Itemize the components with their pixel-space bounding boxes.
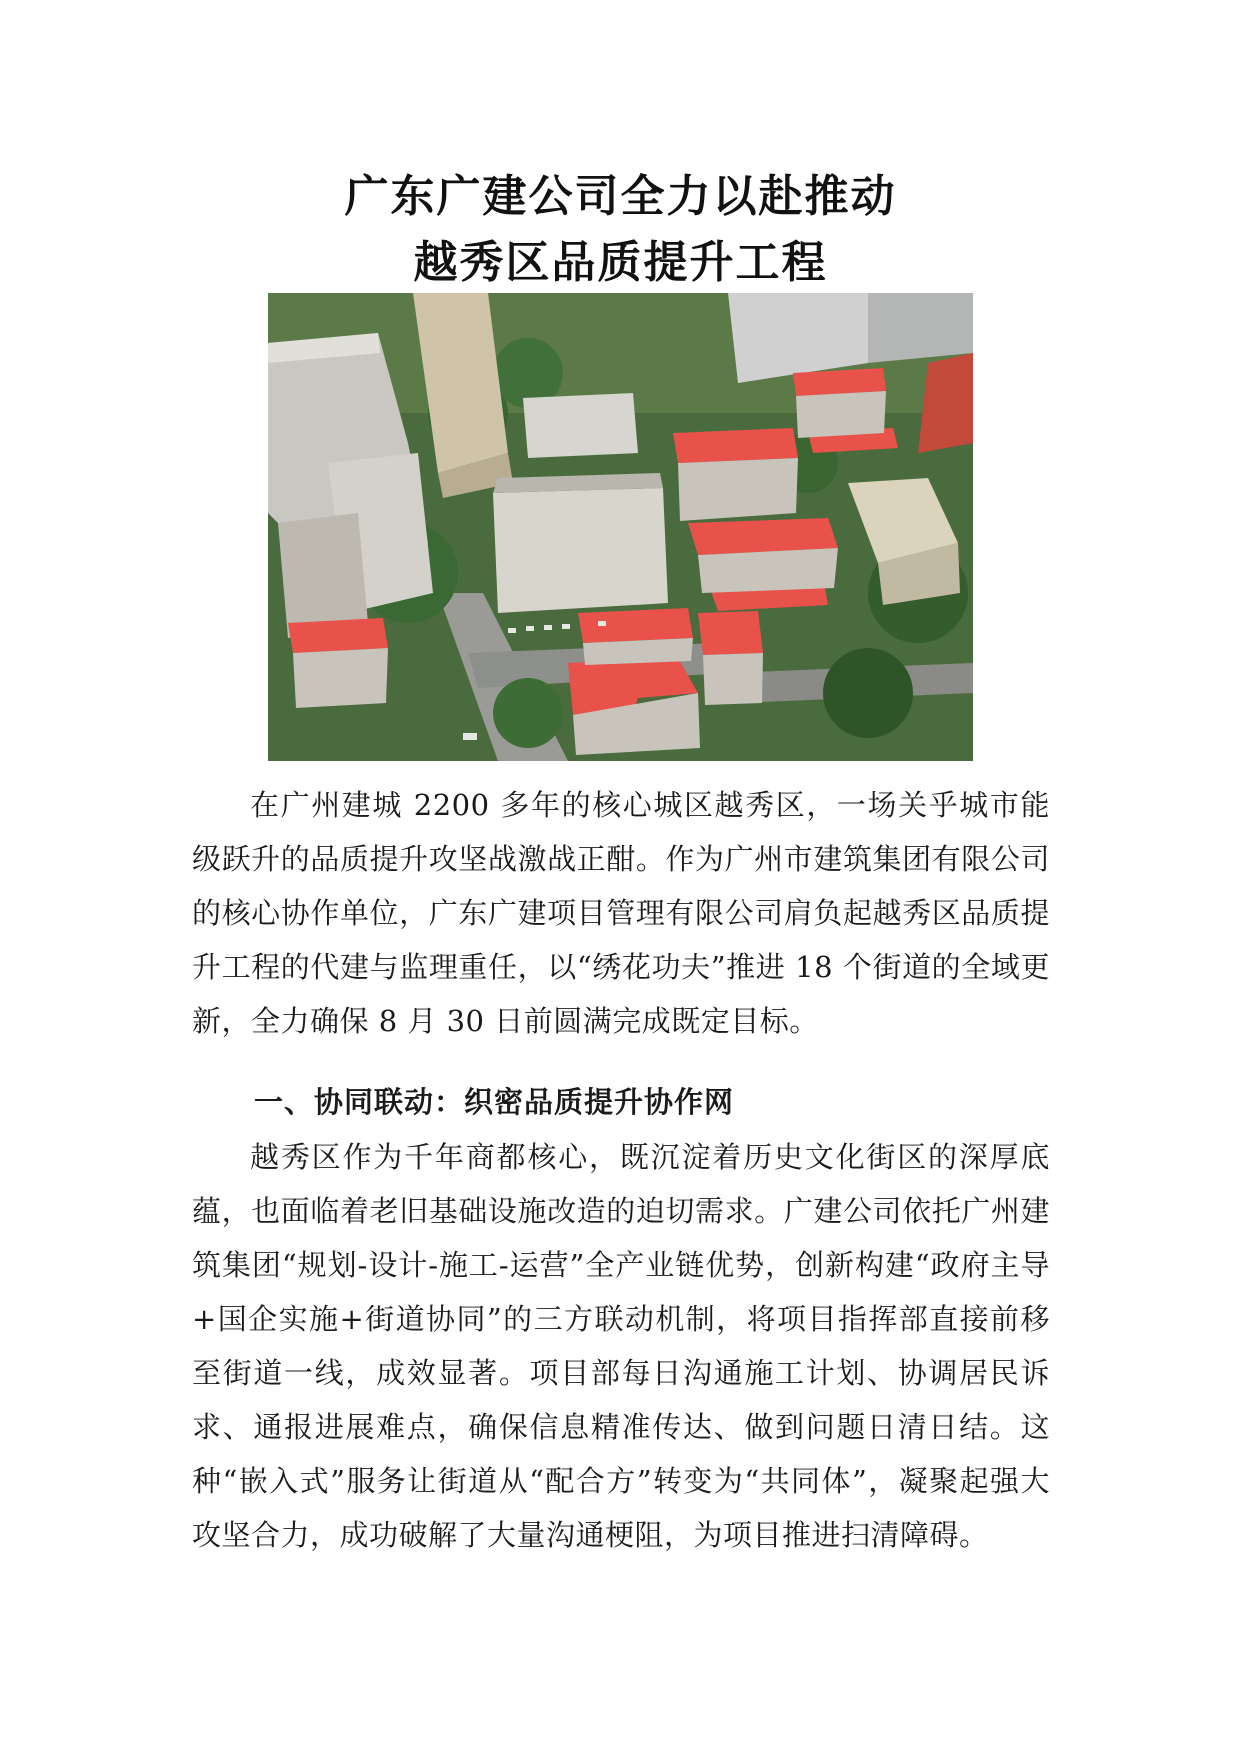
section-1-paragraph: 越秀区作为千年商都核心，既沉淀着历史文化街区的深厚底蕴，也面临着老旧基础设施改造的迫切需求。广建公司依托广州建筑集团“规划-设计-施工-运营”全产业链优势，创新构建“政府主导+国企实施+街道协同”的三方联动机制，将项目指挥部直接前移至街道一线，成效显著。项目部每日沟通施工计划、协调居民诉求、通报进展难点，确保信息精准传达、做到问题日清日结。这种“嵌入式”服务让街道从“配合方”转变为“共同体”，凝聚起强大攻坚合力，成功破解了大量沟通梗阻，为项目推进扫清障碍。 (192, 1140, 1050, 1552)
page-subtitle: 越秀区品质提升工程 (413, 237, 828, 288)
aerial-photo (268, 293, 973, 761)
intro-paragraph: 在广州建城 2200 多年的核心城区越秀区，一场关乎城市能级跃升的品质提升攻坚战激战正酣。作为广州市建筑集团有限公司的核心协作单位，广东广建项目管理有限公司肩负起越秀区品质提升工程的代建与监理重任，以“绣花功夫”推进 18 个街道的全域更新，全力确保 8 月 30 日前圆满完成既定目标。 (192, 788, 1050, 1038)
section-heading: 一、协同联动：织密品质提升协作网 (254, 1085, 735, 1119)
page-title: 广东广建公司全力以赴推动 (344, 171, 897, 222)
